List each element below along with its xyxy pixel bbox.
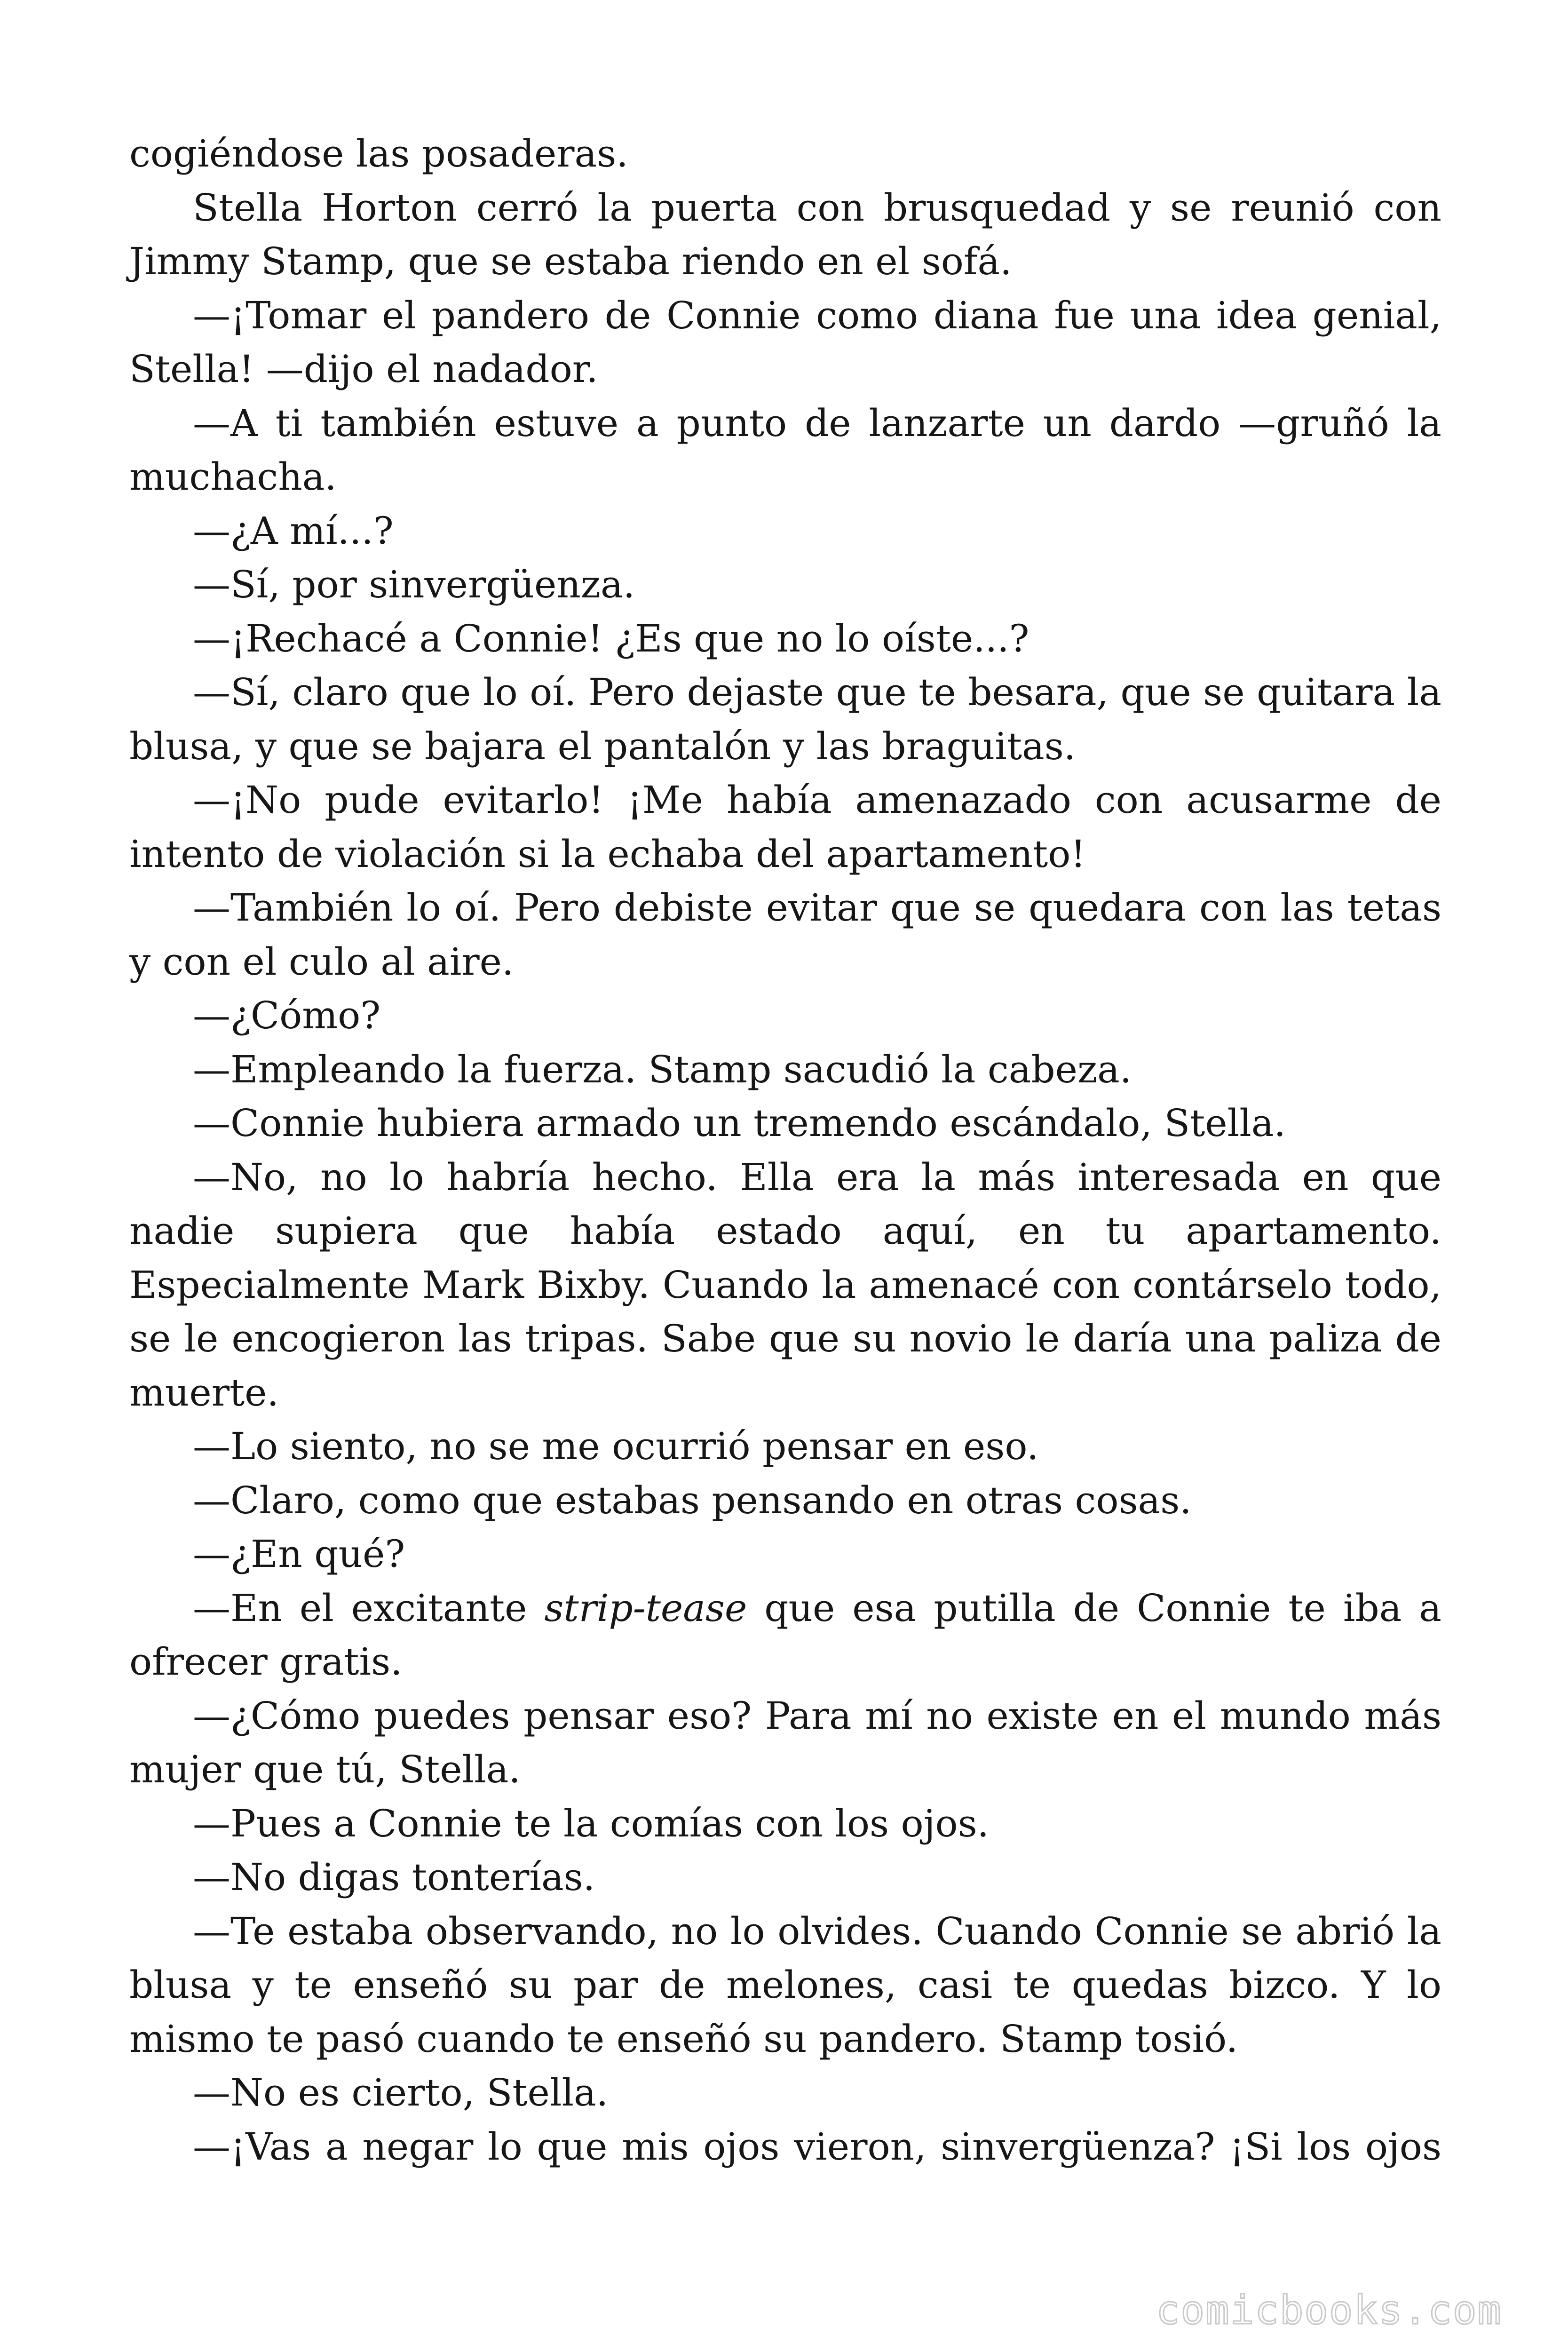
italic-term: strip-tease [544,1586,747,1630]
paragraph: —¿Cómo puedes pensar eso? Para mí no existe en el mundo más mujer que tú, Stella. [129,1693,1441,1791]
body-text [129,127,1441,2174]
paragraph: —No, no lo habría hecho. Ella era la más interesada en que nadie supiera que había estado aquí, en tu apartamento. Especialmente Mark Bixby. Cuando la amenacé con contárselo todo, se le encogieron las tripas. Sabe que su novio le daría una paliza de muerte. [129,1155,1441,1414]
paragraph: —¿Cómo? [193,993,381,1037]
paragraph: —Claro, como que estabas pensando en otras cosas. [193,1478,1192,1522]
paragraph: —¡Vas a negar lo que mis ojos vieron, sinvergüenza? ¡Si los ojos [193,2124,1441,2169]
paragraph-text: —En el excitante [193,1586,545,1630]
paragraph: —Sí, por sinvergüenza. [193,563,635,606]
paragraph: —También lo oí. Pero debiste evitar que se quedara con las tetas y con el culo al aire. [129,886,1441,984]
paragraph: —¡Tomar el pandero de Connie como diana fue una idea genial, Stella! —dijo el nadador. [129,293,1441,391]
paragraph: —¡No pude evitarlo! ¡Me había amenazado con acusarme de intento de violación si la echaba del apartamento! [129,778,1441,876]
paragraph: —Te estaba observando, no lo olvides. Cuando Connie se abrió la blusa y te enseñó su par de melones, casi te quedas bizco. Y lo mismo te pasó cuando te enseñó su pandero. Stamp tosió. [129,1909,1441,2061]
paragraph: —¿A mí...? [193,509,394,553]
paragraph: —Connie hubiera armado un tremendo escándalo, Stella. [193,1101,1286,1145]
paragraph: —Pues a Connie te la comías con los ojos. [193,1801,990,1845]
paragraph: —Empleando la fuerza. Stamp sacudió la cabeza. [193,1047,1132,1091]
paragraph: —¿En qué? [193,1532,405,1576]
paragraph: —No digas tonterías. [193,1855,595,1899]
paragraph: Stella Horton cerró la puerta con brusquedad y se reunió con Jimmy Stamp, que se estaba riendo en el sofá. [129,185,1441,283]
watermark: comicbooks.com [1156,2287,1502,2333]
paragraph: —Lo siento, no se me ocurrió pensar en eso. [193,1424,1039,1468]
paragraph: cogiéndose las posaderas. [129,132,628,175]
paragraph: —Sí, claro que lo oí. Pero dejaste que te besara, que se quitara la blusa, y que se bajara el pantalón y las braguitas. [129,670,1441,768]
paragraph: —¡Rechacé a Connie! ¿Es que no lo oíste...? [193,616,1029,660]
paragraph: —A ti también estuve a punto de lanzarte un dardo —gruñó la muchacha. [129,401,1441,499]
paragraph: —No es cierto, Stella. [193,2071,609,2114]
paragraph [129,1581,1441,1689]
paragraph-text: que esa putilla de Connie te iba a ofrecer gratis. [129,1586,1441,1684]
